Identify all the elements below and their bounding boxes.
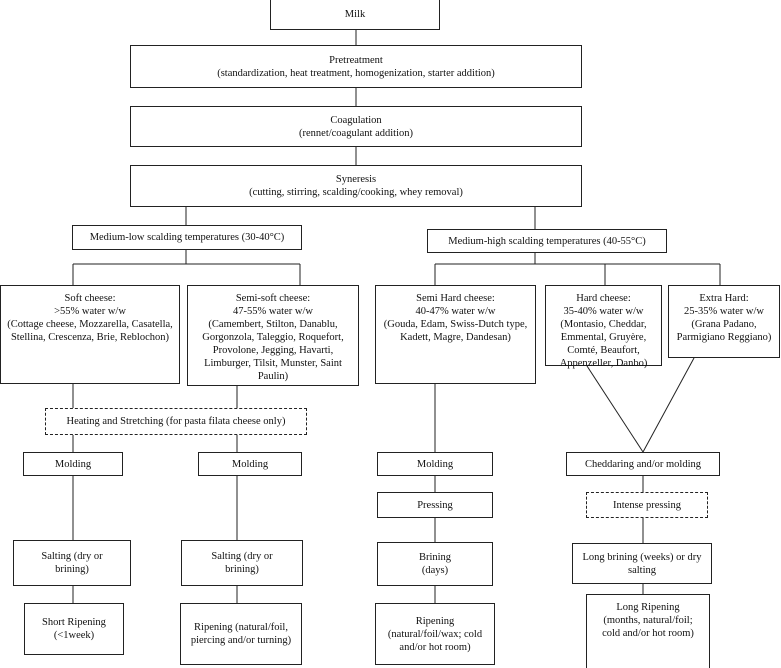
coagulation-title: Coagulation [330,114,382,126]
pretreatment-title: Pretreatment [329,54,383,66]
ripening-soft-label: Short Ripening (<1week) [42,617,106,641]
extra-hard-title: Extra Hard: [699,293,749,304]
scalding-high-label: Medium-high scalding temperatures (40-55°C) [448,235,646,247]
scalding-low-box [72,225,302,250]
scalding-low-label: Medium-low scalding temperatures (30-40°C) [89,232,285,243]
brining-semi-hard-detail: (days) [421,565,449,576]
scalding-high-box [427,229,667,253]
molding-semi-soft-label: Molding [231,458,269,470]
cheddaring-label: Cheddaring and/or molding [584,458,702,470]
intense-pressing-box [586,492,708,518]
brining-semi-hard-box [377,542,493,586]
brining-hard-box [572,543,712,584]
milk-box [270,0,440,30]
ripening-soft-box [24,603,124,655]
ripening-hard-title: Long Ripening [616,602,680,613]
ripening-hard-detail: (months, natural/foil; cold and/or hot room) [602,615,694,639]
hard-cheese-box [545,285,662,369]
pressing-box [377,492,493,518]
molding-semi-soft-box [198,452,302,476]
semi-soft-water: 47-55% water w/w [233,306,313,317]
brining-semi-hard-title: Brining [418,552,452,563]
ripening-semi-soft-box [180,603,302,665]
stretching-box [45,408,307,435]
pretreatment-detail: (standardization, heat treatment, homogenization, starter addition) [217,67,495,79]
soft-water: >55% water w/w [54,306,126,317]
molding-semi-hard-box [377,452,493,476]
ripening-semi-soft-label: Ripening (natural/foil, piercing and/or turning) [190,622,292,646]
salting-semi-soft-label: Salting (dry or brining) [211,551,273,575]
hard-water: 35-40% water w/w [563,306,644,317]
pressing-label: Pressing [417,499,453,511]
ripening-semi-hard-box [375,603,495,665]
extra-hard-examples: (Grana Padano, Parmigiano Reggiano) [676,319,772,343]
syneresis-detail: (cutting, stirring, scalding/cooking, whey removal) [249,187,463,198]
extra-hard-cheese-box [668,285,780,358]
soft-cheese-box [0,285,180,384]
soft-title: Soft cheese: [64,293,116,304]
semi-hard-water: 40-47% water w/w [415,306,496,317]
syneresis-title: Syneresis [335,174,377,185]
ripening-semi-hard-label: Ripening (natural/foil/wax; cold and/or hot room) [387,615,483,653]
coagulation-detail: (rennet/coagulant addition) [299,127,413,139]
molding-semi-hard-label: Molding [416,458,454,470]
salting-semi-soft-box [181,540,303,586]
semi-hard-title: Semi Hard cheese: [416,293,495,304]
syneresis-box [130,165,582,207]
extra-hard-water: 25-35% water w/w [684,306,764,317]
soft-examples: (Cottage cheese, Mozzarella, Casatella, Stellina, Crescenza, Brie, Reblochon) [7,319,173,343]
milk-label: Milk [344,8,366,20]
pretreatment-box [130,45,582,88]
salting-soft-label: Salting (dry or brining) [41,551,103,575]
intense-pressing-label: Intense pressing [613,499,681,511]
molding-soft-label: Molding [54,458,92,470]
cheddaring-box [566,452,720,476]
semi-soft-examples: (Camembert, Stilton, Danablu, Gorgonzola, Taleggio, Roquefort, Provolone, Jegging, Havarti, Limburger, Tilsit, Munster, Saint Paulin) [202,319,344,382]
salting-soft-box [13,540,131,586]
ripening-hard-box [586,594,710,668]
semi-hard-examples: (Gouda, Edam, Swiss-Dutch type, Kadett, Magre, Dandesan) [383,319,528,343]
hard-examples: (Montasio, Cheddar, Emmental, Gruyère, Comté, Beaufort, Appenzeller, Danbo) [559,319,648,369]
hard-title: Hard cheese: [576,293,631,304]
semi-soft-title: Semi-soft cheese: [235,293,311,304]
brining-hard-label: Long brining (weeks) or dry salting [582,551,702,576]
semi-soft-cheese-box [187,285,359,386]
molding-soft-box [23,452,123,476]
stretching-label: Heating and Stretching (for pasta filata cheese only) [66,416,286,427]
semi-hard-cheese-box [375,285,536,384]
coagulation-box [130,106,582,147]
